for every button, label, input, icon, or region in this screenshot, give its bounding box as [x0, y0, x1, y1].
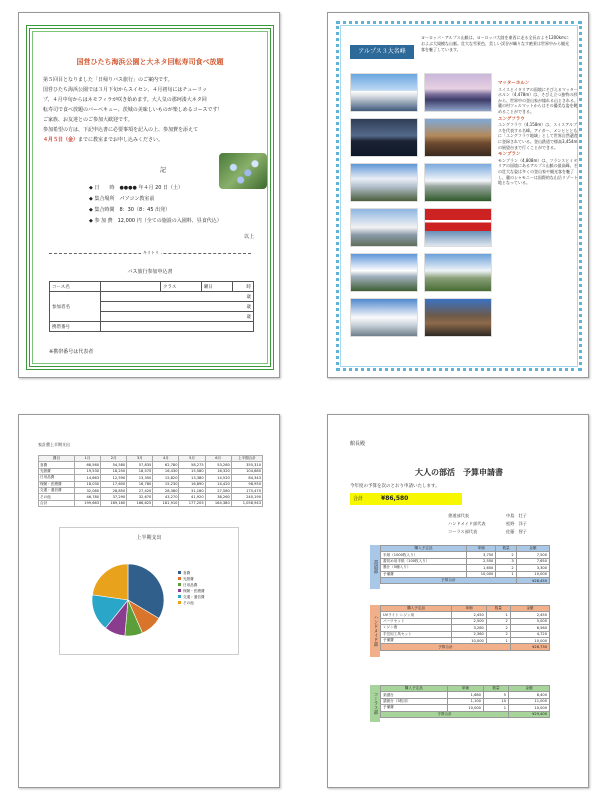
budget-cell: 10,000 — [516, 571, 549, 577]
legend-label: 光熱費 — [183, 577, 194, 581]
expense-table — [38, 455, 263, 507]
table-cell: 28,850 — [101, 487, 127, 493]
body-line: 参加希望の方は、下記申込書に必要事項を記入の上、参加費を添えて — [43, 127, 199, 133]
group-sum-value: ¥29,400 — [509, 711, 550, 717]
total-value: ¥86,580 — [381, 495, 409, 502]
table-cell: 15,820 — [153, 475, 179, 481]
form-title: バス旅行参加申込書 — [127, 269, 173, 275]
table-cell: 16,430 — [153, 468, 179, 474]
table-header: 上半期合計 — [231, 456, 262, 462]
photo-grid — [350, 73, 492, 337]
legend-label: 保険・医療費 — [183, 589, 205, 593]
mountain-photo — [424, 208, 492, 247]
mountain-photo — [350, 298, 418, 337]
group-header-cell: 単価 — [447, 686, 483, 692]
flyer-title: 国営ひたち海浜公園と大ネタ回転寿司食べ放題 — [76, 58, 224, 66]
table-header: 5月 — [179, 456, 205, 462]
legend-swatch — [178, 577, 181, 580]
mountain-photo — [350, 73, 418, 112]
alps-heading-badge: アルプス３大名峰 — [350, 45, 414, 59]
mountain-descriptions — [498, 79, 578, 186]
table-cell: 27,580 — [205, 487, 231, 493]
table-cell: その他 — [39, 494, 75, 500]
budget-cell: 楽譜台 — [381, 692, 448, 698]
table-cell: 41,920 — [179, 494, 205, 500]
pie-slice-その他 — [92, 564, 128, 600]
table-cell: 32,670 — [127, 494, 153, 500]
detail-item: ◆ 参 加 費 12,000 円（全ての施設の入園料、昼食代込） — [89, 218, 222, 224]
table-header: 3月 — [127, 456, 153, 462]
table-row — [39, 500, 263, 506]
legend-label: 交通・通信費 — [183, 595, 205, 599]
table-cell: 1,058,943 — [231, 500, 262, 506]
budget-cell: 半紙（1000枚入り） — [381, 552, 467, 558]
table-cell: 175,470 — [231, 487, 262, 493]
table-cell: 355,310 — [231, 462, 262, 468]
legend-label: 日用品費 — [183, 583, 198, 587]
time-label: 時 — [232, 282, 253, 292]
page-budget-request — [327, 414, 589, 788]
table-cell: 84,343 — [231, 475, 262, 481]
budget-cell: 2 — [496, 552, 516, 558]
group-header-cell: 数量 — [496, 546, 516, 552]
table-cell: 62,780 — [153, 462, 179, 468]
table-cell: 13,350 — [127, 475, 153, 481]
budget-cell: 11,000 — [509, 698, 550, 704]
table-header: 4月 — [153, 456, 179, 462]
table-cell: 光熱費 — [39, 468, 75, 474]
course-label: コース名 — [50, 282, 101, 292]
body-line: 国営ひたち海浜公園では３月下旬からスイセン、４月初旬にはチューリッ — [43, 87, 208, 93]
signer: 書道部代表 中島 壮子 — [448, 513, 527, 518]
budget-group — [370, 605, 550, 657]
total-label: 合計 — [353, 496, 364, 502]
group-header-cell: 金額 — [510, 606, 549, 612]
budget-cell: 手芸用工具セット — [381, 631, 452, 637]
table-cell: 177,205 — [179, 500, 205, 506]
page-bus-trip-flyer — [18, 12, 280, 378]
mountain-photo — [350, 118, 418, 157]
budget-cell: 2,450 — [452, 612, 487, 618]
budget-cell: UVライト レジン用 — [381, 612, 452, 618]
budget-cell: 5 — [483, 692, 508, 698]
table-cell: 98,950 — [231, 481, 262, 487]
table-cell: 58,275 — [179, 462, 205, 468]
budget-cell: 3,280 — [452, 625, 487, 631]
legend-swatch — [178, 571, 181, 574]
form-note: ※携帯番号は代表者 — [49, 349, 94, 355]
budget-cell: 2,360 — [452, 631, 487, 637]
group-header-cell: 金額 — [509, 686, 550, 692]
phone-field[interactable] — [101, 322, 254, 332]
budget-cell: 3,750 — [466, 552, 495, 558]
phone-label: 携帯番号 — [50, 322, 101, 332]
detail-item: ◆ 集合場所 パソコン教室前 — [89, 196, 155, 202]
detail-item: ◆ 日 時 ●●●● 年４月 20 日（土） — [89, 185, 184, 191]
group-sum-value: ¥28,450 — [516, 577, 549, 583]
body-line: 第５回目となりました「日帰りバス旅行」のご案内です。 — [43, 77, 173, 83]
budget-cell: 2,450 — [510, 612, 549, 618]
budget-cell: 7,650 — [516, 558, 549, 564]
mountain-text: モンブラン（4,808m）は、フランスとイタリアの国境にあるアルプス山脈の最高峰。その壮大な姿は多くの登山家や観光客を魅了し、麓のシャモニーは国際的な山岳リゾート地となっている。 — [498, 157, 578, 186]
table-cell: 166,625 — [127, 500, 153, 506]
table-cell: 181,910 — [153, 500, 179, 506]
budget-cell: 10,000 — [466, 571, 495, 577]
alps-intro: ヨーロッパ・アルプス山脈は、ヨーロッパ大陸を東西に走る全長およそ1200kmにおよぶ大規模な山脈。壮大な雪景色、美しい渓谷が織りなす絶景は世界中から観光客を魅了しています。 — [421, 35, 569, 52]
budget-cell: 10,000 — [509, 705, 550, 711]
table-cell: 16,320 — [205, 468, 231, 474]
table-cell: 14,420 — [205, 481, 231, 487]
mountain-photo — [424, 73, 492, 112]
course-field[interactable] — [101, 282, 161, 292]
group-label: 書道部 — [370, 545, 380, 589]
table-cell: 交通・通信費 — [39, 487, 75, 493]
table-cell: 18,030 — [74, 481, 100, 487]
budget-cell: 予備費 — [381, 705, 448, 711]
pie-chart — [59, 527, 239, 655]
table-cell: 54,580 — [101, 462, 127, 468]
mountain-photo — [350, 253, 418, 292]
table-header: 費目 — [39, 456, 75, 462]
table-cell: 食費 — [39, 462, 75, 468]
budget-group — [370, 545, 550, 589]
cut-label: キリトリ — [143, 250, 159, 255]
table-cell: 27,420 — [127, 487, 153, 493]
age-label: 歳 — [101, 302, 254, 312]
mountain-photo — [350, 208, 418, 247]
legend-swatch — [178, 589, 181, 592]
group-header-cell: 数量 — [486, 606, 510, 612]
table-cell: 31,160 — [179, 487, 205, 493]
budget-cell: 7,500 — [516, 552, 549, 558]
budget-group — [370, 685, 550, 722]
budget-cell: 1 — [486, 637, 510, 643]
group-header-cell: 単価 — [452, 606, 487, 612]
table-cell: 保険・医療費 — [39, 481, 75, 487]
table-cell: 合計 — [39, 500, 75, 506]
youbi-label: 曜日 — [201, 282, 232, 292]
table-cell: 46,780 — [74, 494, 100, 500]
table-cell: 日用品費 — [39, 475, 75, 481]
table-cell: 18,570 — [127, 468, 153, 474]
budget-title: 大人の部活 予算申請書 — [415, 468, 503, 477]
pie-svg — [60, 528, 240, 656]
group-sum-label: 予算合計 — [381, 711, 509, 717]
deadline-suffix: までに教室までお申し込みください。 — [78, 137, 164, 143]
mountain-photo — [424, 253, 492, 292]
group-label: コーラス部 — [370, 685, 380, 722]
legend-label: 食費 — [183, 571, 191, 575]
budget-cell: 10,000 — [447, 705, 483, 711]
grand-total — [350, 493, 462, 505]
group-header-cell: 購入予定品 — [381, 546, 467, 552]
event-details — [89, 183, 222, 227]
flower-photo — [219, 153, 267, 189]
legend-swatch — [178, 583, 181, 586]
table-cell: 43,270 — [153, 494, 179, 500]
table-cell: 37,290 — [101, 494, 127, 500]
budget-cell: 1,100 — [447, 698, 483, 704]
table-cell: 57,835 — [127, 462, 153, 468]
budget-cell: 墨汁（5種入り） — [381, 565, 467, 571]
table-cell: 14,663 — [74, 475, 100, 481]
table-cell: 164,380 — [205, 500, 231, 506]
chart-legend — [178, 570, 205, 606]
budget-cell: 2,550 — [466, 558, 495, 564]
table-cell: 17,600 — [101, 481, 127, 487]
mountain-photo — [424, 118, 492, 157]
ki-heading: 記 — [160, 167, 167, 174]
legend-item — [178, 600, 205, 606]
budget-cell: 2 — [486, 631, 510, 637]
detail-item: ◆ 集合時間 8：30（8：45 出発） — [89, 207, 171, 213]
mountain-photo — [424, 163, 492, 202]
body-line: プ、４月中旬からはネモフィラが咲き始めます。大人気の那珂湊大ネタ回 — [43, 97, 207, 103]
budget-cell: 10,000 — [452, 637, 487, 643]
group-header-cell: 購入予定品 — [381, 606, 452, 612]
budget-cell: パーツセット — [381, 618, 452, 624]
table-cell: 13,380 — [179, 475, 205, 481]
budget-cell: 2,500 — [452, 618, 487, 624]
table-cell: 53,280 — [205, 462, 231, 468]
table-header: 2月 — [101, 456, 127, 462]
budget-cell: 1 — [483, 705, 508, 711]
group-header-cell: 数量 — [483, 686, 508, 692]
budget-cell: 2 — [486, 625, 510, 631]
table-header: 6月 — [205, 456, 231, 462]
table-cell: 199,663 — [74, 500, 100, 506]
budget-cell: 1,650 — [466, 565, 495, 571]
table-cell: 32,080 — [74, 487, 100, 493]
mountain-text: ユングフラウ（4,158m）は、スイスアルプスを代表する名峰。アイガー、メンヒとともに「ユングフラウ地域」として世界自然遺産に登録されている。登山鉄道で標高3,454mの展望台まで行くことができる。 — [498, 122, 578, 150]
table-cell: 14,520 — [205, 475, 231, 481]
table-cell: 38,260 — [205, 494, 231, 500]
application-form — [49, 281, 254, 332]
signer: ハンドメイド部代表 松野 洋子 — [448, 521, 527, 526]
mountain-text: スイスとイタリアの国境にそびえるマッターホルン（4,478m）は、そびえ立つ独特の形から、世界中の登山家が憧れる山とされる。麓の村ツェルマットからはその優美な姿を眺めることができる。 — [498, 86, 578, 114]
budget-cell: 1 — [486, 612, 510, 618]
body-line: ご家族、お友達とのご参加大歓迎です。 — [43, 117, 133, 123]
budget-cell: 10 — [483, 698, 508, 704]
budget-cell: 3 — [496, 558, 516, 564]
age-label: 歳 — [101, 312, 254, 322]
legend-label: その他 — [183, 601, 194, 605]
budget-cell: 4,720 — [510, 631, 549, 637]
budget-cell: 1,680 — [447, 692, 483, 698]
legend-swatch — [178, 595, 181, 598]
table-cell: 68,560 — [74, 462, 100, 468]
legend-swatch — [178, 601, 181, 604]
budget-cell: レジン液 — [381, 625, 452, 631]
table-cell: 240,190 — [231, 494, 262, 500]
group-label: ハンドメイド部 — [370, 605, 380, 657]
participant-label: 参加者名 — [50, 292, 101, 322]
flyer-body — [43, 75, 253, 145]
table-cell: 28,380 — [153, 487, 179, 493]
signers-list — [448, 512, 527, 536]
budget-cell: 予備費 — [381, 637, 452, 643]
budget-cell: 書初め用半紙（100枚入り） — [381, 558, 467, 564]
budget-cell: 2 — [486, 618, 510, 624]
signer: コーラス部代表 佐藤 智子 — [448, 529, 527, 534]
deadline-line — [43, 135, 253, 145]
mountain-name: ユングフラウ — [498, 116, 525, 122]
sheet-caption: 家計費上半期支出 — [38, 442, 70, 447]
age-label: 歳 — [101, 292, 254, 302]
mountain-photo — [424, 298, 492, 337]
budget-subtitle: 今年度の予算を次のとおり申請いたします。 — [350, 484, 440, 489]
table-cell: 15,230 — [153, 481, 179, 487]
group-header-cell: 購入予定品 — [381, 686, 448, 692]
table-cell: 16,890 — [179, 481, 205, 487]
table-cell: 169,160 — [101, 500, 127, 506]
mountain-name: マッターホルン — [498, 81, 530, 86]
table-cell: 104,680 — [231, 468, 262, 474]
table-cell: 16,780 — [127, 481, 153, 487]
chart-title: 上半期支出 — [136, 535, 162, 541]
table-cell: 18,250 — [101, 468, 127, 474]
addressee: 館長殿 — [350, 441, 366, 447]
page-household-expenses — [18, 414, 280, 788]
budget-cell: 1 — [496, 571, 516, 577]
budget-cell: 8,400 — [509, 692, 550, 698]
budget-cell: 2 — [496, 565, 516, 571]
budget-cell: 3,300 — [516, 565, 549, 571]
budget-cell: 予備費 — [381, 571, 467, 577]
group-sum-value: ¥28,730 — [510, 644, 549, 650]
deadline-date: ４月５日（金） — [43, 137, 79, 143]
table-cell: 19,530 — [74, 468, 100, 474]
mountain-name: モンブラン — [498, 152, 521, 158]
table-cell: 12,590 — [101, 475, 127, 481]
group-sum-label: 予算合計 — [381, 644, 511, 650]
body-line: 転寿司で食べ放題のバーベキュー、茨城の美味しいものが楽しめるコースです！ — [43, 107, 223, 113]
group-header-cell: 単価 — [466, 546, 495, 552]
page-alps — [327, 12, 589, 378]
table-header: 1月 — [74, 456, 100, 462]
group-header-cell: 金額 — [516, 546, 549, 552]
budget-cell: 譜面台（3枚用） — [381, 698, 448, 704]
budget-cell: 6,560 — [510, 625, 549, 631]
budget-cell: 10,000 — [510, 637, 549, 643]
ijo-label: 以上 — [244, 234, 255, 240]
table-cell: 15,580 — [179, 468, 205, 474]
budget-cell: 5,000 — [510, 618, 549, 624]
mountain-photo — [350, 163, 418, 202]
class-label: クラス — [161, 282, 202, 292]
group-sum-label: 予算合計 — [381, 577, 517, 583]
